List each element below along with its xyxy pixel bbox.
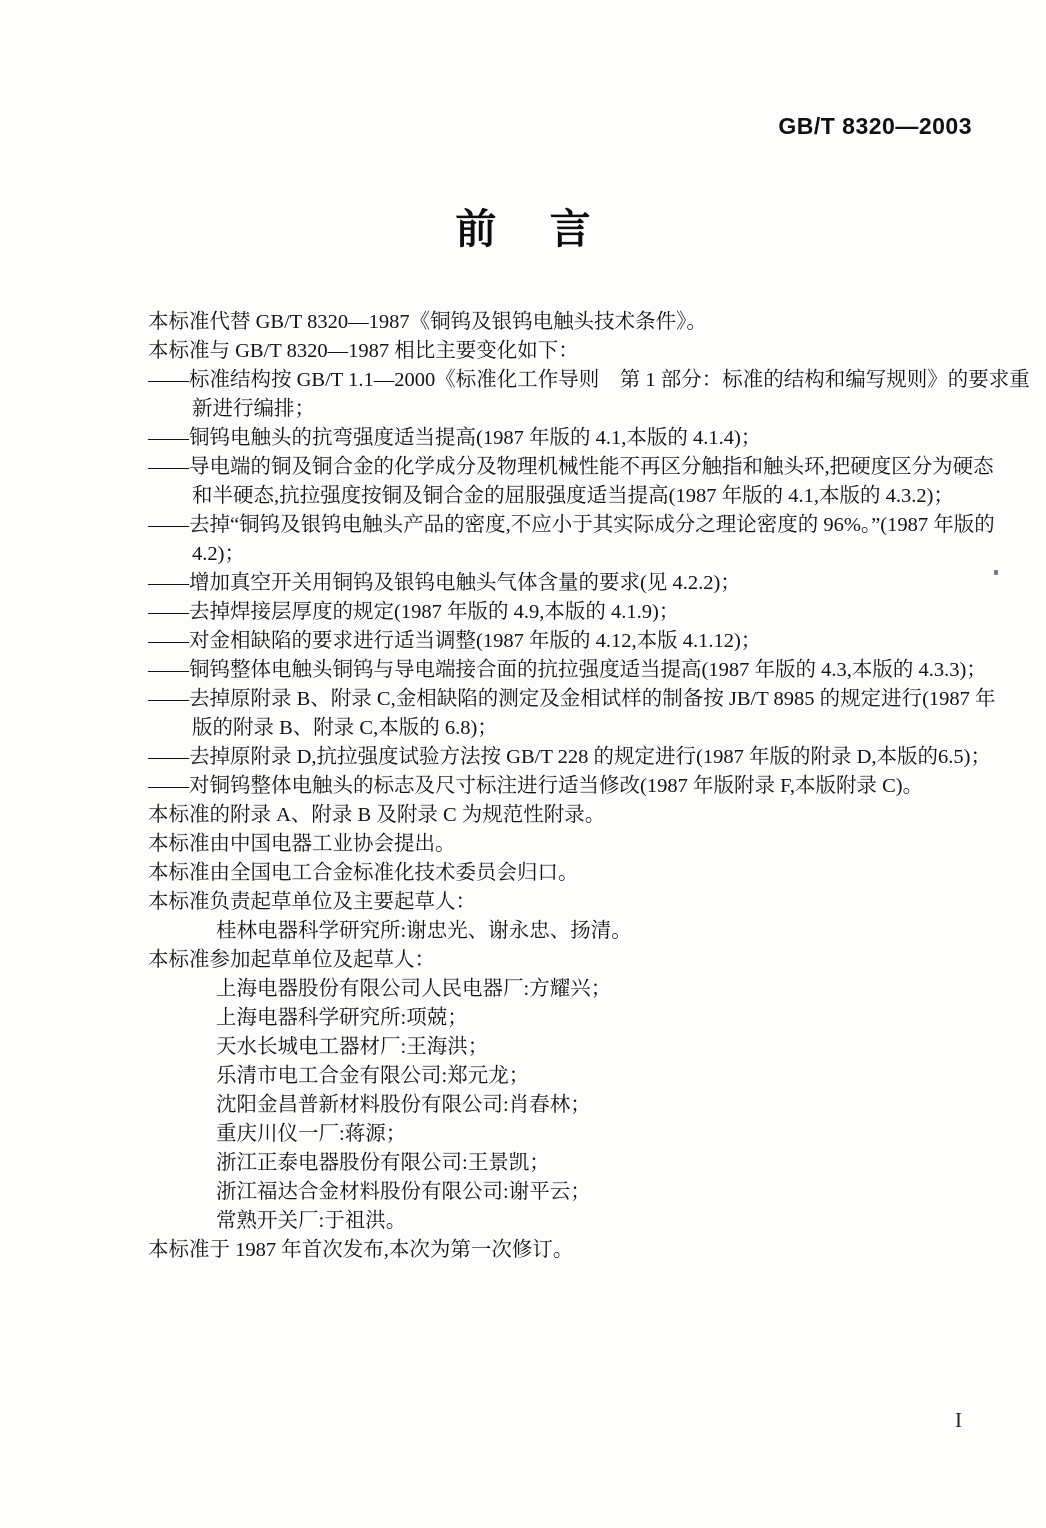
scan-artifact-dot xyxy=(994,570,998,575)
page-number: I xyxy=(955,1408,962,1432)
body-line: 重庆川仪一厂:蒋源； xyxy=(216,1123,407,1145)
body-line: 本标准负责起草单位及主要起草人： xyxy=(148,891,476,913)
standard-code: GB/T 8320—2003 xyxy=(778,113,972,139)
body-line: 本标准于 1987 年首次发布,本次为第一次修订。 xyxy=(148,1239,574,1261)
body-line: ——对金相缺陷的要求进行适当调整(1987 年版的 4.12,本版 4.1.12)； xyxy=(148,630,762,652)
page-title xyxy=(0,196,1046,255)
body-line: ——增加真空开关用铜钨及银钨电触头气体含量的要求(见 4.2.2)； xyxy=(148,572,741,594)
body-line: ——标准结构按 GB/T 1.1—2000《标准化工作导则 第 1 部分：标准的结构和编写规则》的要求重 xyxy=(148,369,1030,391)
body-line: 沈阳金昌普新材料股份有限公司:肖春林； xyxy=(216,1094,591,1116)
body-line: 版的附录 B、附录 C,本版的 6.8)； xyxy=(192,717,498,739)
body-line: 本标准代替 GB/T 8320—1987《铜钨及银钨电触头技术条件》。 xyxy=(148,311,707,333)
body-line: 4.2)； xyxy=(192,543,245,565)
page-title-text: 前言 xyxy=(455,206,644,252)
body-line: ——铜钨电触头的抗弯强度适当提高(1987 年版的 4.1,本版的 4.1.4)； xyxy=(148,427,762,449)
body-line: 上海电器科学研究所:项兢； xyxy=(216,1007,468,1029)
body-line: 上海电器股份有限公司人民电器厂:方耀兴； xyxy=(216,978,612,1000)
body-line: 常熟开关厂:于祖洪。 xyxy=(216,1210,407,1232)
body-line: ——对铜钨整体电触头的标志及尺寸标注进行适当修改(1987 年版附录 F,本版附录 C)。 xyxy=(148,775,924,797)
body-line: ——铜钨整体电触头铜钨与导电端接合面的抗拉强度适当提高(1987 年版的 4.3,本版的 4.3.3)； xyxy=(148,659,987,681)
body-line: 本标准与 GB/T 8320—1987 相比主要变化如下： xyxy=(148,340,579,362)
body-line: 本标准由中国电器工业协会提出。 xyxy=(148,833,456,855)
body-line: 本标准参加起草单位及起草人： xyxy=(148,949,435,971)
body-line: ——去掉原附录 D,抗拉强度试验方法按 GB/T 228 的规定进行(1987 年版的附录 D,本版的6.5)； xyxy=(148,746,991,768)
body-line: 和半硬态,抗拉强度按铜及铜合金的屈服强度适当提高(1987 年版的 4.1,本版的 4.3.2)； xyxy=(192,485,954,507)
body-line: ——导电端的铜及铜合金的化学成分及物理机械性能不再区分触指和触头环,把硬度区分为硬态 xyxy=(148,456,994,478)
body-line: 桂林电器科学研究所:谢忠光、谢永忠、扬清。 xyxy=(216,920,632,942)
body-line: 本标准的附录 A、附录 B 及附录 C 为规范性附录。 xyxy=(148,804,606,826)
body-line: ——去掉原附录 B、附录 C,金相缺陷的测定及金相试样的制备按 JB/T 8985 的规定进行(1987 年 xyxy=(148,688,996,710)
body-line: ——去掉焊接层厚度的规定(1987 年版的 4.9,本版的 4.1.9)； xyxy=(148,601,680,623)
body-line: 天水长城电工器材厂:王海洪； xyxy=(216,1036,489,1058)
body-line: 本标准由全国电工合金标准化技术委员会归口。 xyxy=(148,862,579,884)
body-line: 新进行编排； xyxy=(192,398,315,420)
foreword-body xyxy=(148,308,1030,1265)
body-line: ——去掉“铜钨及银钨电触头产品的密度,不应小于其实际成分之理论密度的 96%。”(1987 年版的 xyxy=(148,514,995,536)
body-line: 浙江正泰电器股份有限公司:王景凯； xyxy=(216,1152,550,1174)
body-line: 乐清市电工合金有限公司:郑元龙； xyxy=(216,1065,530,1087)
body-line: 浙江福达合金材料股份有限公司:谢平云； xyxy=(216,1181,591,1203)
